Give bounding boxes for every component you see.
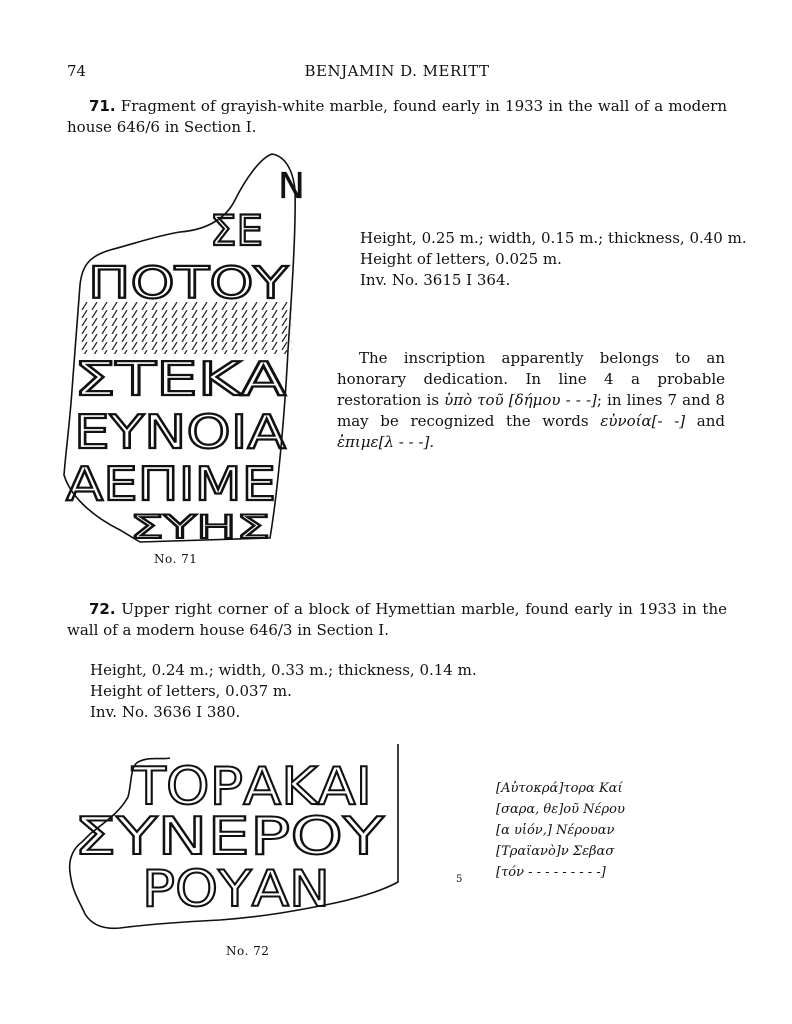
commentary-text-1: The inscription apparently belongs to an honorary dedication. In line 4 a probable restoration is	[337, 349, 725, 409]
page-number: 74	[67, 62, 87, 80]
entry-71-letter-height: Height of letters, 0.025 m.	[360, 250, 562, 268]
commentary-text-2: ; in lines 7 and 8 may be recognized the words	[337, 391, 725, 430]
commentary-greek-3: ἐπιμε[λ - - -]	[337, 433, 430, 451]
entry-72-transcription	[496, 778, 625, 883]
running-title: BENJAMIN D. MERITT	[304, 62, 490, 80]
entry-72-dimensions: Height, 0.24 m.; width, 0.33 m.; thickness, 0.14 m.	[90, 661, 477, 679]
entry-71-number: 71.	[89, 97, 116, 115]
commentary-greek-2: εὐνοία[- -]	[600, 412, 686, 430]
fragment-71-line-2: ΣΕ	[210, 206, 264, 255]
entry-72-number: 72.	[89, 600, 116, 618]
transcription-line-3: [α υἱόν,] Νέρουαν	[496, 823, 615, 838]
commentary-text-3: and	[685, 412, 725, 430]
transcription-line-4: [Τραϊανὸ]ν Σεβασ	[496, 844, 615, 859]
entry-71-dimensions: Height, 0.25 m.; width, 0.15 m.; thickness, 0.40 m.	[360, 229, 747, 247]
fragment-72-line-2: ΣΥΝΕΡΟΥ	[74, 807, 385, 867]
transcription-line-2: [σαρα, θε]οῦ Νέρου	[496, 802, 625, 817]
fragment-71-line-3: ΠΟΤΟΥ	[88, 258, 289, 309]
fragment-71-line-7: ΣΥΗΣ	[130, 508, 270, 546]
entry-71-text: Fragment of grayish-white marble, found early in 1933 in the wall of a modern house 646/6 in Section I.	[67, 97, 727, 136]
entry-71-description	[67, 96, 727, 138]
transcription-line-5: [τόν - - - - - - - - -]	[496, 865, 606, 880]
entry-72-measures	[90, 660, 477, 723]
entry-71-measures	[360, 228, 747, 291]
commentary-greek-1: ὑπὸ τοῦ [δήμου - - -]	[444, 391, 597, 409]
line-number-marker: 5	[456, 874, 463, 885]
fragment-71-line-5: ΕΥΝΟΙΑ	[74, 405, 287, 459]
commentary-text-4: .	[429, 433, 435, 451]
fragment-71-line-4: ΣΤΕΚΑ	[74, 352, 287, 406]
entry-72-inventory: Inv. No. 3636 I 380.	[90, 703, 241, 721]
figure-72-caption: No. 72	[226, 944, 270, 958]
entry-71-inventory: Inv. No. 3615 I 364.	[360, 271, 511, 289]
entry-72-letter-height: Height of letters, 0.037 m.	[90, 682, 292, 700]
figure-71-caption: No. 71	[154, 552, 198, 566]
fragment-72-line-3: ΡΟΥΑΝ	[142, 860, 330, 918]
fragment-72-line-1: ΤΟΡΑΚΑΙ	[130, 757, 372, 817]
entry-72-text: Upper right corner of a block of Hymettian marble, found early in 1933 in the wall of a modern house 646/3 in Section I.	[67, 600, 727, 639]
entry-71-commentary	[337, 348, 725, 453]
fragment-71-line-6: ΑΕΠΙΜΕ	[66, 457, 276, 511]
transcription-line-1: [Αὐτοκρά]τορα Καί	[496, 781, 623, 796]
fragment-72-drawing	[60, 742, 410, 937]
fragment-71-damaged-band	[80, 302, 292, 354]
fragment-71-drawing	[60, 150, 305, 546]
entry-72-description	[67, 599, 727, 641]
fragment-71-line-1: N	[278, 166, 305, 207]
